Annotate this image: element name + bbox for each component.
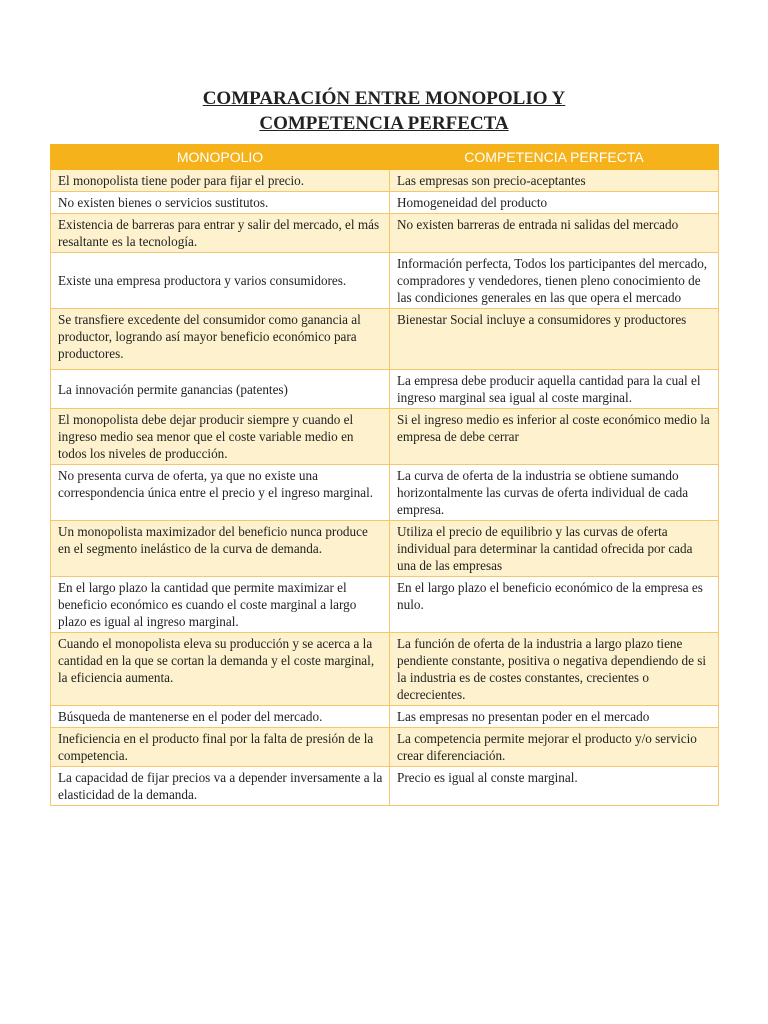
- header-competencia-perfecta: COMPETENCIA PERFECTA: [390, 145, 719, 170]
- monopolio-cell: Un monopolista maximizador del beneficio nunca produce en el segmento inelástico de la curva de demanda.: [51, 521, 390, 577]
- table-row: [51, 309, 719, 370]
- competencia-cell: La empresa debe producir aquella cantidad para la cual el ingreso marginal sea igual al coste marginal.: [390, 370, 719, 409]
- header-monopolio: MONOPOLIO: [51, 145, 390, 170]
- competencia-cell: La competencia permite mejorar el producto y/o servicio crear diferenciación.: [390, 728, 719, 767]
- monopolio-cell: Se transfiere excedente del consumidor como ganancia al productor, logrando así mayor beneficio económico para productores.: [51, 309, 390, 370]
- competencia-cell: Bienestar Social incluye a consumidores y productores: [390, 309, 719, 370]
- competencia-cell: Homogeneidad del producto: [390, 192, 719, 214]
- competencia-cell: Las empresas son precio-aceptantes: [390, 170, 719, 192]
- competencia-cell: En el largo plazo el beneficio económico de la empresa es nulo.: [390, 577, 719, 633]
- table-row: [51, 465, 719, 521]
- monopolio-cell: El monopolista debe dejar producir siempre y cuando el ingreso medio sea menor que el coste variable medio en todos los niveles de producción.: [51, 409, 390, 465]
- competencia-cell: La curva de oferta de la industria se obtiene sumando horizontalmente las curvas de oferta individual de cada empresa.: [390, 465, 719, 521]
- monopolio-cell: Existencia de barreras para entrar y salir del mercado, el más resaltante es la tecnología.: [51, 214, 390, 253]
- table-row: [51, 192, 719, 214]
- competencia-cell: Utiliza el precio de equilibrio y las curvas de oferta individual para determinar la cantidad ofrecida por cada una de las empresas: [390, 521, 719, 577]
- table-row: [51, 767, 719, 806]
- monopolio-cell: Existe una empresa productora y varios consumidores.: [51, 253, 390, 309]
- competencia-cell: No existen barreras de entrada ni salidas del mercado: [390, 214, 719, 253]
- monopolio-cell: No existen bienes o servicios sustitutos.: [51, 192, 390, 214]
- monopolio-cell: En el largo plazo la cantidad que permite maximizar el beneficio económico es cuando el coste marginal a largo plazo es igual al ingreso marginal.: [51, 577, 390, 633]
- title-line-1: COMPARACIÓN ENTRE MONOPOLIO Y: [202, 88, 566, 109]
- table-row: [51, 521, 719, 577]
- table-row: [51, 728, 719, 767]
- table-header-row: [51, 145, 719, 170]
- table-row: [51, 633, 719, 706]
- monopolio-cell: No presenta curva de oferta, ya que no existe una correspondencia única entre el precio y el ingreso marginal.: [51, 465, 390, 521]
- monopolio-cell: Cuando el monopolista eleva su producción y se acerca a la cantidad en la que se cortan la demanda y el coste marginal, la eficiencia aumenta.: [51, 633, 390, 706]
- competencia-cell: La función de oferta de la industria a largo plazo tiene pendiente constante, positiva o negativa dependiendo de si la industria es de costes constantes, crecientes o decrecientes.: [390, 633, 719, 706]
- table-row: [51, 706, 719, 728]
- monopolio-cell: La capacidad de fijar precios va a depender inversamente a la elasticidad de la demanda.: [51, 767, 390, 806]
- comparison-table: [50, 144, 719, 806]
- table-row: [51, 370, 719, 409]
- competencia-cell: Precio es igual al conste marginal.: [390, 767, 719, 806]
- competencia-cell: Si el ingreso medio es inferior al coste económico medio la empresa de debe cerrar: [390, 409, 719, 465]
- table-row: [51, 577, 719, 633]
- page-title: [0, 86, 768, 136]
- monopolio-cell: Búsqueda de mantenerse en el poder del mercado.: [51, 706, 390, 728]
- title-line-2: COMPETENCIA PERFECTA: [259, 113, 509, 134]
- table-row: [51, 253, 719, 309]
- competencia-cell: Información perfecta, Todos los participantes del mercado, compradores y vendedores, tienen pleno conocimiento de las condiciones generales en las que opera el mercado: [390, 253, 719, 309]
- competencia-cell: Las empresas no presentan poder en el mercado: [390, 706, 719, 728]
- table-row: [51, 170, 719, 192]
- table-row: [51, 409, 719, 465]
- table-row: [51, 214, 719, 253]
- monopolio-cell: Ineficiencia en el producto final por la falta de presión de la competencia.: [51, 728, 390, 767]
- monopolio-cell: La innovación permite ganancias (patentes): [51, 370, 390, 409]
- monopolio-cell: El monopolista tiene poder para fijar el precio.: [51, 170, 390, 192]
